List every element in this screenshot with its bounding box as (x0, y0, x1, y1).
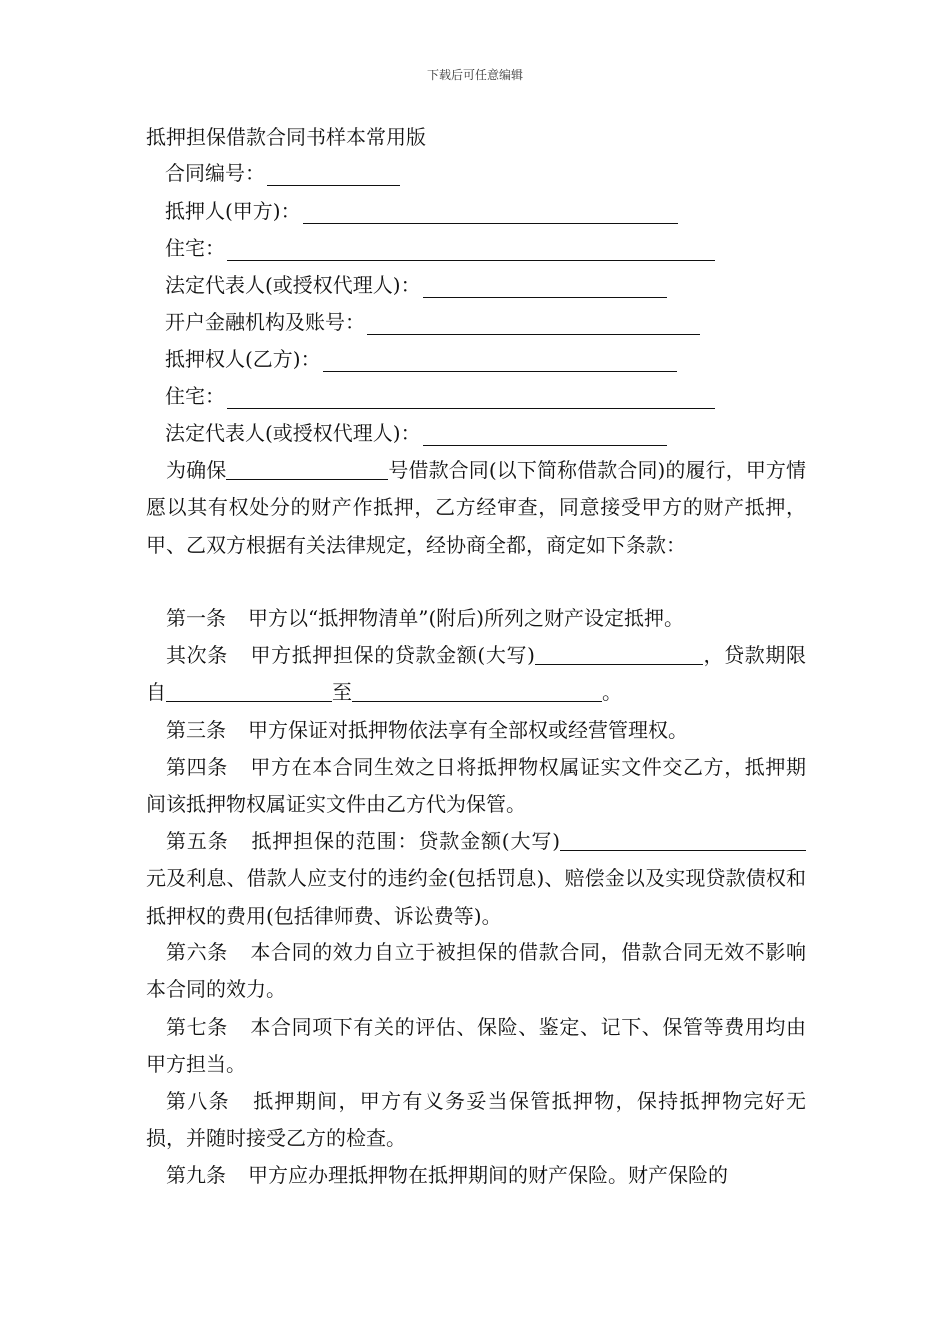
article-2 (146, 637, 806, 712)
bank-account-blank (367, 312, 700, 335)
article-5 (146, 823, 806, 935)
article-2-text-1: 甲方抵押担保的贷款金额(大写) (249, 643, 535, 667)
term-end-blank (352, 679, 602, 702)
article-9 (146, 1157, 806, 1194)
intro-paragraph (146, 452, 806, 564)
guarantee-amount-blank (560, 828, 806, 851)
address-a-blank (227, 238, 715, 261)
representative-b-field (165, 420, 667, 446)
article-3-text: 甲方保证对抵押物依法享有全部权或经营管理权。 (248, 718, 688, 742)
article-6-text: 本合同的效力自立于被担保的借款合同，借款合同无效不影响本合同的效力。 (146, 940, 807, 1002)
loan-contract-number-blank (226, 457, 388, 480)
article-8 (146, 1083, 806, 1158)
bank-account-field (165, 309, 700, 335)
mortgagee-field (165, 346, 677, 372)
article-1-text: 甲方以“抵押物清单”(附后)所列之财产设定抵押。 (248, 606, 685, 630)
article-4-text: 甲方在本合同生效之日将抵押物权属证实文件交乙方，抵押期间该抵押物权属证实文件由乙方代为保管。 (146, 755, 807, 817)
mortgagor-field (165, 198, 678, 224)
document-title: 抵押担保借款合同书样本常用版 (146, 125, 426, 149)
contract-number-field (165, 160, 400, 186)
contract-number-blank (267, 163, 400, 186)
representative-a-blank (423, 275, 667, 298)
article-4-number: 第四条 (166, 755, 228, 779)
article-3-number: 第三条 (166, 718, 226, 742)
mortgagee-blank (323, 349, 677, 372)
representative-b-blank (423, 423, 667, 446)
article-7-text: 本合同项下有关的评估、保险、鉴定、记下、保管等费用均由甲方担当。 (146, 1015, 807, 1077)
representative-b-label: 法定代表人(或授权代理人)： (165, 421, 421, 445)
article-9-number: 第九条 (166, 1163, 226, 1187)
mortgagee-label: 抵押权人(乙方)： (165, 347, 321, 371)
address-b-field (165, 383, 715, 409)
article-2-text-2: ，贷款期限自 (146, 643, 807, 705)
contract-number-label: 合同编号： (165, 161, 265, 185)
article-5-text-2: 元及利息、借款人应支付的违约金(包括罚息)、赔偿金以及实现贷款债权和抵押权的费用(包括律师费、诉讼费等)。 (146, 866, 806, 928)
article-2-number: 其次条 (166, 643, 228, 667)
article-7 (146, 1009, 806, 1084)
article-7-number: 第七条 (166, 1015, 228, 1039)
address-a-label: 住宅： (165, 236, 225, 260)
representative-a-field (165, 272, 667, 298)
article-6-number: 第六条 (166, 940, 228, 964)
article-6 (146, 934, 806, 1009)
representative-a-label: 法定代表人(或授权代理人)： (165, 273, 421, 297)
article-9-text: 甲方应办理抵押物在抵押期间的财产保险。财产保险的 (248, 1163, 728, 1187)
bank-account-label: 开户金融机构及账号： (165, 310, 365, 334)
article-8-number: 第八条 (166, 1089, 230, 1113)
article-1 (146, 600, 806, 637)
article-2-text-4: 。 (602, 680, 622, 705)
article-4 (146, 749, 806, 824)
address-a-field (165, 235, 715, 261)
article-8-text: 抵押期间，甲方有义务妥当保管抵押物，保持抵押物完好无损，并随时接受乙方的检查。 (146, 1089, 807, 1151)
term-start-blank (166, 679, 332, 702)
article-1-number: 第一条 (166, 606, 226, 630)
mortgagor-blank (303, 201, 678, 224)
article-5-text-1: 抵押担保的范围：贷款金额(大写) (250, 829, 561, 853)
mortgagor-label: 抵押人(甲方)： (165, 199, 301, 223)
article-5-number: 第五条 (166, 829, 229, 853)
article-2-text-3: 至 (332, 680, 352, 705)
address-b-label: 住宅： (165, 384, 225, 408)
article-3 (146, 712, 806, 749)
address-b-blank (227, 386, 715, 409)
intro-text-start: 为确保 (166, 458, 227, 482)
loan-amount-blank (535, 642, 703, 665)
page-header: 下载后可任意编辑 (426, 68, 523, 82)
intro-text-rest: 号借款合同(以下简称借款合同)的履行，甲方情愿以其有权处分的财产作抵押，乙方经审查，同意接受甲方的财产抵押，甲、乙双方根据有关法律规定，经协商全都，商定如下条款： (146, 458, 807, 557)
